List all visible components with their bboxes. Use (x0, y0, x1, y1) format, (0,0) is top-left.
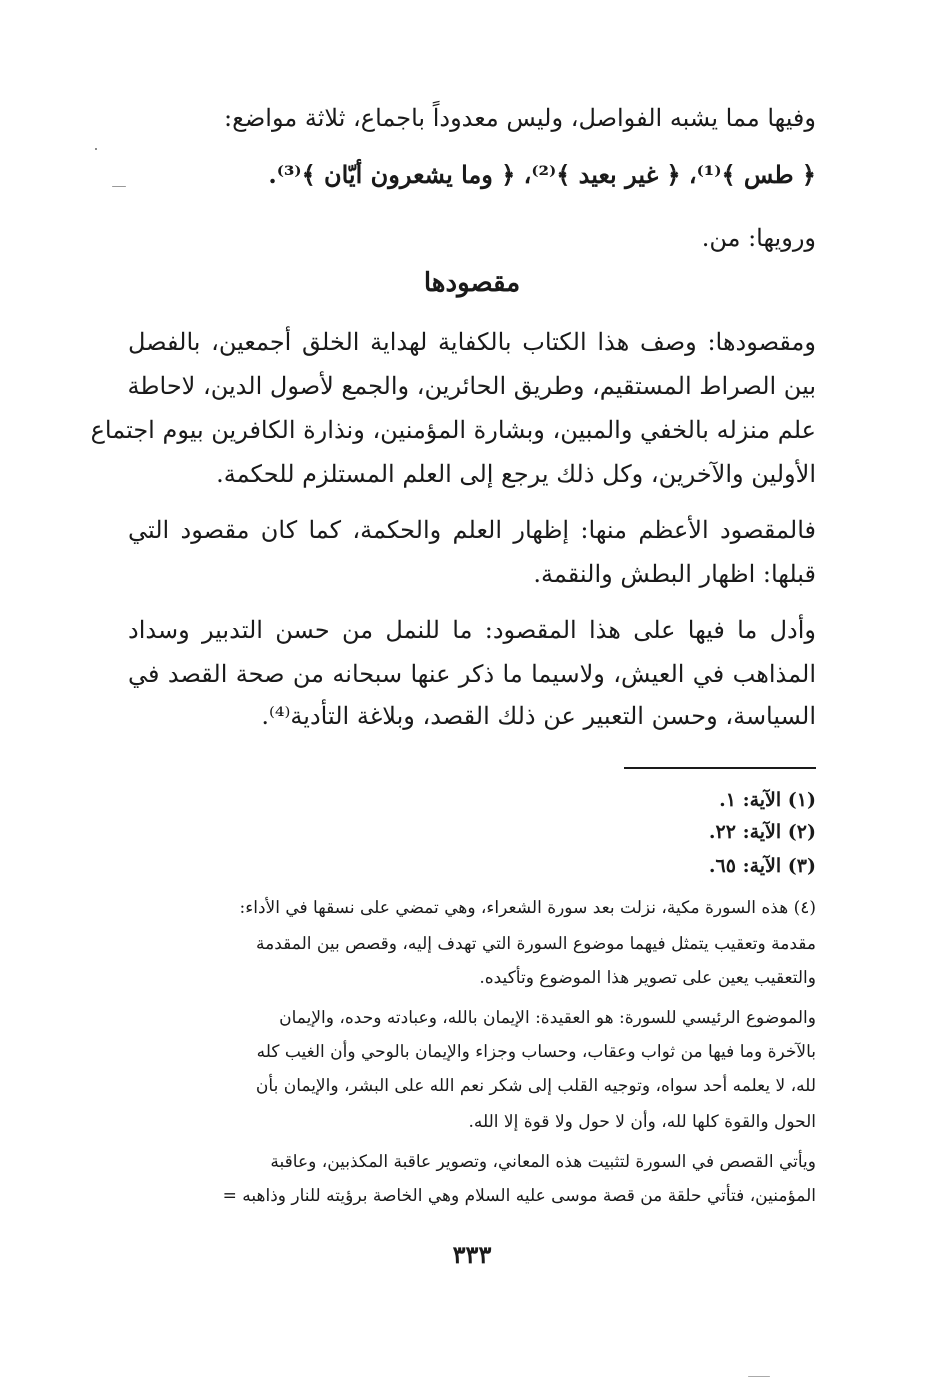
scan-speck (95, 148, 97, 150)
paragraph-line: الأولين والآخرين، وكل ذلك يرجع إلى العلم المستلزم للحكمة. (216, 460, 816, 488)
paragraph-line: علم منزله بالخفي والمبين، وبشارة المؤمنين، ونذارة الكافرين بيوم اجتماع (90, 416, 816, 444)
paragraph-line: ومقصودها: وصف هذا الكتاب بالكفاية لهداية الخلق أجمعين، بالفصل (128, 328, 816, 356)
footnote-2: (٢) الآية: ٢٢. (708, 821, 816, 843)
footnote-4-line: ويأتي القصص في السورة لتثبيت هذه المعاني، وتصوير عاقبة المكذبين، وعاقبة (270, 1152, 816, 1172)
scan-speck (748, 1376, 770, 1377)
quranic-verses: ﴿ طس ﴾⁽¹⁾، ﴿ غير بعيد ﴾⁽²⁾، ﴿ وما يشعرون أيّان ﴾⁽³⁾. (268, 160, 816, 189)
footnote-3: (٣) الآية: ٦٥. (708, 855, 816, 877)
footnote-4-line: بالآخرة وما فيها من ثواب وعقاب، وحساب وجزاء والإيمان بالوحي وأن الغيب كله (256, 1042, 816, 1062)
paragraph-line: فالمقصود الأعظم منها: إظهار العلم والحكمة، كما كان مقصود التي (128, 516, 816, 544)
footnote-4-line: والتعقيب يعين على تصوير هذا الموضوع وتأكيده. (479, 968, 816, 988)
paragraph-line: وأدل ما فيها على هذا المقصود: ما للنمل من حسن التدبير وسداد (128, 616, 816, 644)
paragraph-line: قبلها: اظهار البطش والنقمة. (533, 560, 816, 588)
footnote-4-line: مقدمة وتعقيب يتمثل فيهما موضوع السورة التي تهدف إليه، وقصص بين المقدمة (256, 934, 816, 954)
footnote-4-line: الحول والقوة كلها لله، وأن لا حول ولا قوة إلا الله. (468, 1112, 816, 1132)
footnote-4-line: المؤمنين، فتأتي حلقة من قصة موسى عليه السلام وهي الخاصة برؤيته للنار وذاهبه = (222, 1186, 816, 1206)
paragraph-line: بين الصراط المستقيم، وطريق الحائرين، والجمع لأصول الدين، لاحاطة (127, 372, 816, 400)
footnote-1: (١) الآية: ١. (719, 789, 816, 811)
intro-line: وفيها مما يشبه الفواصل، وليس معدوداً باجماع، ثلاثة مواضع: (224, 104, 816, 132)
scan-speck (112, 186, 126, 187)
footnote-4-line: والموضوع الرئيسي للسورة: هو العقيدة: الإيمان بالله، وعبادته وحده، والإيمان (279, 1008, 816, 1028)
footnote-4-line: لله، لا يعلمه أحد سواه، وتوجيه القلب إلى شكر نعم الله على البشر، والإيمان بأن (255, 1076, 816, 1096)
footnote-4-line: (٤) هذه السورة مكية، نزلت بعد سورة الشعراء، وهي تمضي على نسقها في الأداء: (239, 898, 816, 918)
footnote-separator (624, 767, 816, 769)
paragraph-line: السياسة، وحسن التعبير عن ذلك القصد، وبلاغة التأدية⁽⁴⁾. (261, 702, 816, 730)
paragraph-line: المذاهب في العيش، ولاسيما ما ذكر عنها سبحانه من صحة القصد في (128, 660, 816, 688)
rawi-line: ورويها: من. (701, 224, 816, 252)
section-heading: مقصودها (423, 268, 521, 298)
page-number: ٣٣٣ (452, 1240, 492, 1269)
